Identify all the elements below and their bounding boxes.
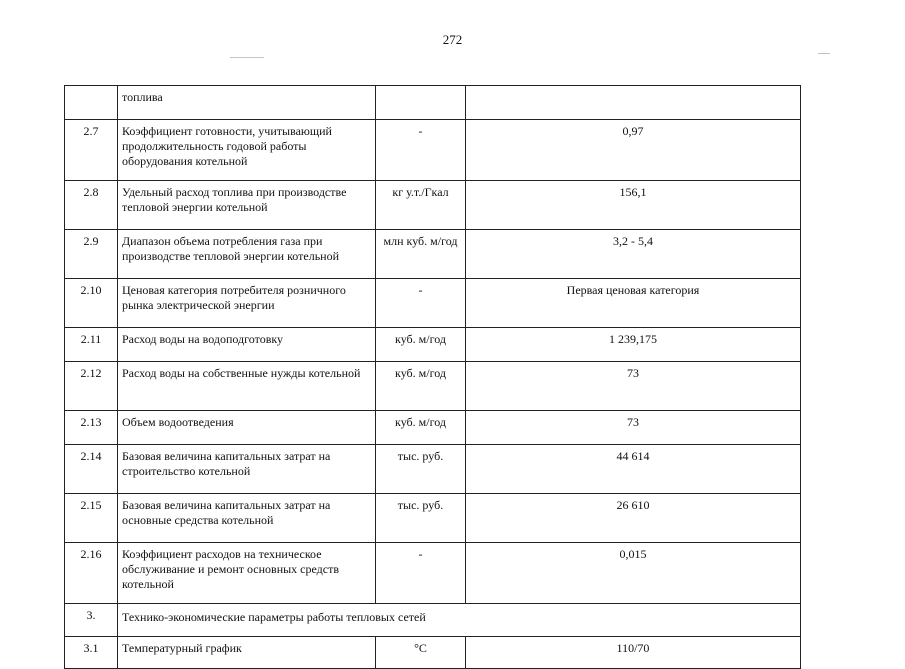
scan-speck	[230, 57, 264, 58]
row-value: 156,1	[466, 181, 801, 230]
parameters-table	[64, 85, 801, 669]
row-parameter: Базовая величина капитальных затрат на строительство котельной	[118, 445, 376, 494]
row-unit: °С	[376, 637, 466, 669]
table-row	[65, 362, 801, 411]
page-number: 272	[442, 32, 463, 47]
row-value: 0,97	[466, 120, 801, 181]
table-row	[65, 181, 801, 230]
row-number: 2.12	[65, 362, 118, 411]
row-unit: млн куб. м/год	[376, 230, 466, 279]
section-title: Технико-экономические параметры работы тепловых сетей	[118, 604, 801, 637]
table-row	[65, 120, 801, 181]
row-parameter: Объем водоотведения	[118, 411, 376, 445]
row-parameter: Расход воды на водоподготовку	[118, 328, 376, 362]
row-unit: кг у.т./Гкал	[376, 181, 466, 230]
row-parameter: Температурный график	[118, 637, 376, 669]
row-parameter: Коэффициент готовности, учитывающий продолжительность годовой работы оборудования котельной	[118, 120, 376, 181]
row-unit: тыс. руб.	[376, 445, 466, 494]
row-parameter: Базовая величина капитальных затрат на основные средства котельной	[118, 494, 376, 543]
row-number: 2.13	[65, 411, 118, 445]
row-unit: куб. м/год	[376, 362, 466, 411]
row-parameter: Коэффициент расходов на техническое обслуживание и ремонт основных средств котельной	[118, 543, 376, 604]
row-number: 2.9	[65, 230, 118, 279]
section-header-row	[65, 604, 801, 637]
row-value: 73	[466, 362, 801, 411]
row-parameter: Расход воды на собственные нужды котельной	[118, 362, 376, 411]
row-value	[466, 86, 801, 120]
row-value: 110/70	[466, 637, 801, 669]
row-value: 44 614	[466, 445, 801, 494]
row-number: 2.11	[65, 328, 118, 362]
row-unit: -	[376, 120, 466, 181]
table-row	[65, 279, 801, 328]
table-row	[65, 328, 801, 362]
table-row	[65, 494, 801, 543]
row-number: 2.8	[65, 181, 118, 230]
table-row	[65, 445, 801, 494]
row-number: 2.7	[65, 120, 118, 181]
row-parameter: Диапазон объема потребления газа при производстве тепловой энергии котельной	[118, 230, 376, 279]
row-number: 2.10	[65, 279, 118, 328]
row-value: 26 610	[466, 494, 801, 543]
row-number: 2.14	[65, 445, 118, 494]
table-row	[65, 86, 801, 120]
row-parameter: топлива	[118, 86, 376, 120]
row-unit: тыс. руб.	[376, 494, 466, 543]
row-value: 1 239,175	[466, 328, 801, 362]
row-unit: куб. м/год	[376, 328, 466, 362]
row-parameter: Ценовая категория потребителя розничного рынка электрической энергии	[118, 279, 376, 328]
table-row	[65, 637, 801, 669]
row-unit	[376, 86, 466, 120]
row-number: 3.1	[65, 637, 118, 669]
row-number	[65, 86, 118, 120]
row-value: Первая ценовая категория	[466, 279, 801, 328]
row-parameter: Удельный расход топлива при производстве тепловой энергии котельной	[118, 181, 376, 230]
table-row	[65, 230, 801, 279]
row-value: 3,2 - 5,4	[466, 230, 801, 279]
row-number: 2.15	[65, 494, 118, 543]
table-row	[65, 543, 801, 604]
table-row	[65, 411, 801, 445]
scan-speck	[818, 53, 830, 54]
row-unit: куб. м/год	[376, 411, 466, 445]
row-number: 2.16	[65, 543, 118, 604]
section-number: 3.	[65, 604, 118, 637]
row-unit: -	[376, 543, 466, 604]
row-value: 73	[466, 411, 801, 445]
row-unit: -	[376, 279, 466, 328]
row-value: 0,015	[466, 543, 801, 604]
